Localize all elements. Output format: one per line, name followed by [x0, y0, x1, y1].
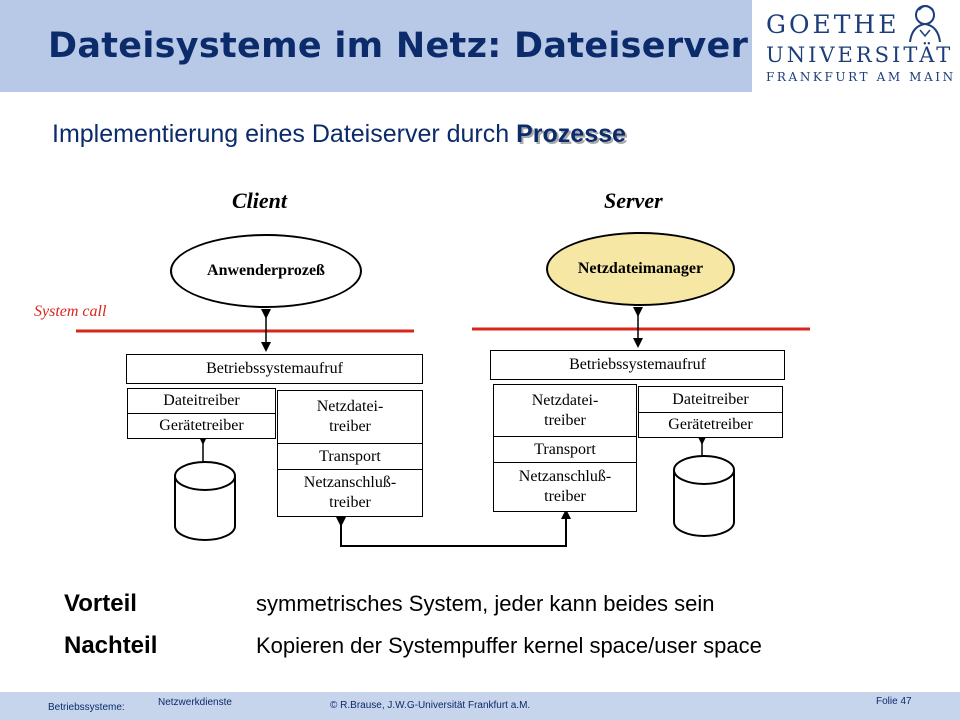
client-dateitreiber-box: Dateitreiber — [127, 388, 276, 414]
subtitle-bold: Prozesse — [516, 120, 626, 148]
nachteil-term: Nachteil — [64, 632, 158, 659]
footer-section: Netzwerkdienste — [158, 697, 232, 708]
server-transport-box: Transport — [493, 436, 637, 463]
page-title: Dateisysteme im Netz: Dateiserver — [48, 26, 749, 66]
nachteil-row — [64, 632, 762, 660]
client-label: Client — [232, 188, 288, 213]
footer-slide-number: Folie 47 — [876, 696, 912, 707]
vorteil-text: symmetrisches System, jeder kann beides sein — [256, 591, 715, 616]
client-netzanschluss-box: Netzanschluß- treiber — [277, 469, 423, 517]
client-disk-icon — [173, 458, 237, 544]
client-transport-box: Transport — [277, 443, 423, 470]
subtitle-normal: Implementierung eines Dateiserver durch — [52, 120, 517, 148]
client-syscall-box: Betriebssystemaufruf — [126, 354, 423, 384]
server-label: Server — [604, 188, 663, 213]
server-netzdatei-box: Netzdatei- treiber — [493, 384, 637, 437]
network-link-arrow — [341, 514, 566, 546]
client-netzdatei-box: Netzdatei- treiber — [277, 390, 423, 444]
server-syscall-box: Betriebssystemaufruf — [490, 350, 785, 380]
system-call-label: System call — [34, 303, 107, 320]
server-disk-icon — [672, 452, 736, 540]
vorteil-row — [64, 590, 715, 618]
logo-line-goethe: GOETHE — [766, 10, 900, 39]
client-process-ellipse: Anwenderprozeß — [170, 234, 362, 308]
server-geraetetreiber-box: Gerätetreiber — [638, 412, 783, 438]
server-netzanschluss-box: Netzanschluß- treiber — [493, 462, 637, 512]
footer-copyright: © R.Brause, J.W.G-Universität Frankfurt a.M. — [330, 700, 531, 711]
server-dateitreiber-box: Dateitreiber — [638, 386, 783, 413]
server-process-ellipse: Netzdateimanager — [546, 232, 735, 306]
client-geraetetreiber-box: Gerätetreiber — [127, 413, 276, 439]
footer-course: Betriebssysteme: — [48, 702, 125, 713]
vorteil-term: Vorteil — [64, 590, 137, 617]
footer-bar — [0, 692, 960, 720]
nachteil-text: Kopieren der Systempuffer kernel space/user space — [256, 633, 762, 658]
logo-line-frankfurt: FRANKFURT AM MAIN — [766, 70, 956, 84]
logo-line-universitaet: UNIVERSITÄT — [766, 43, 954, 67]
